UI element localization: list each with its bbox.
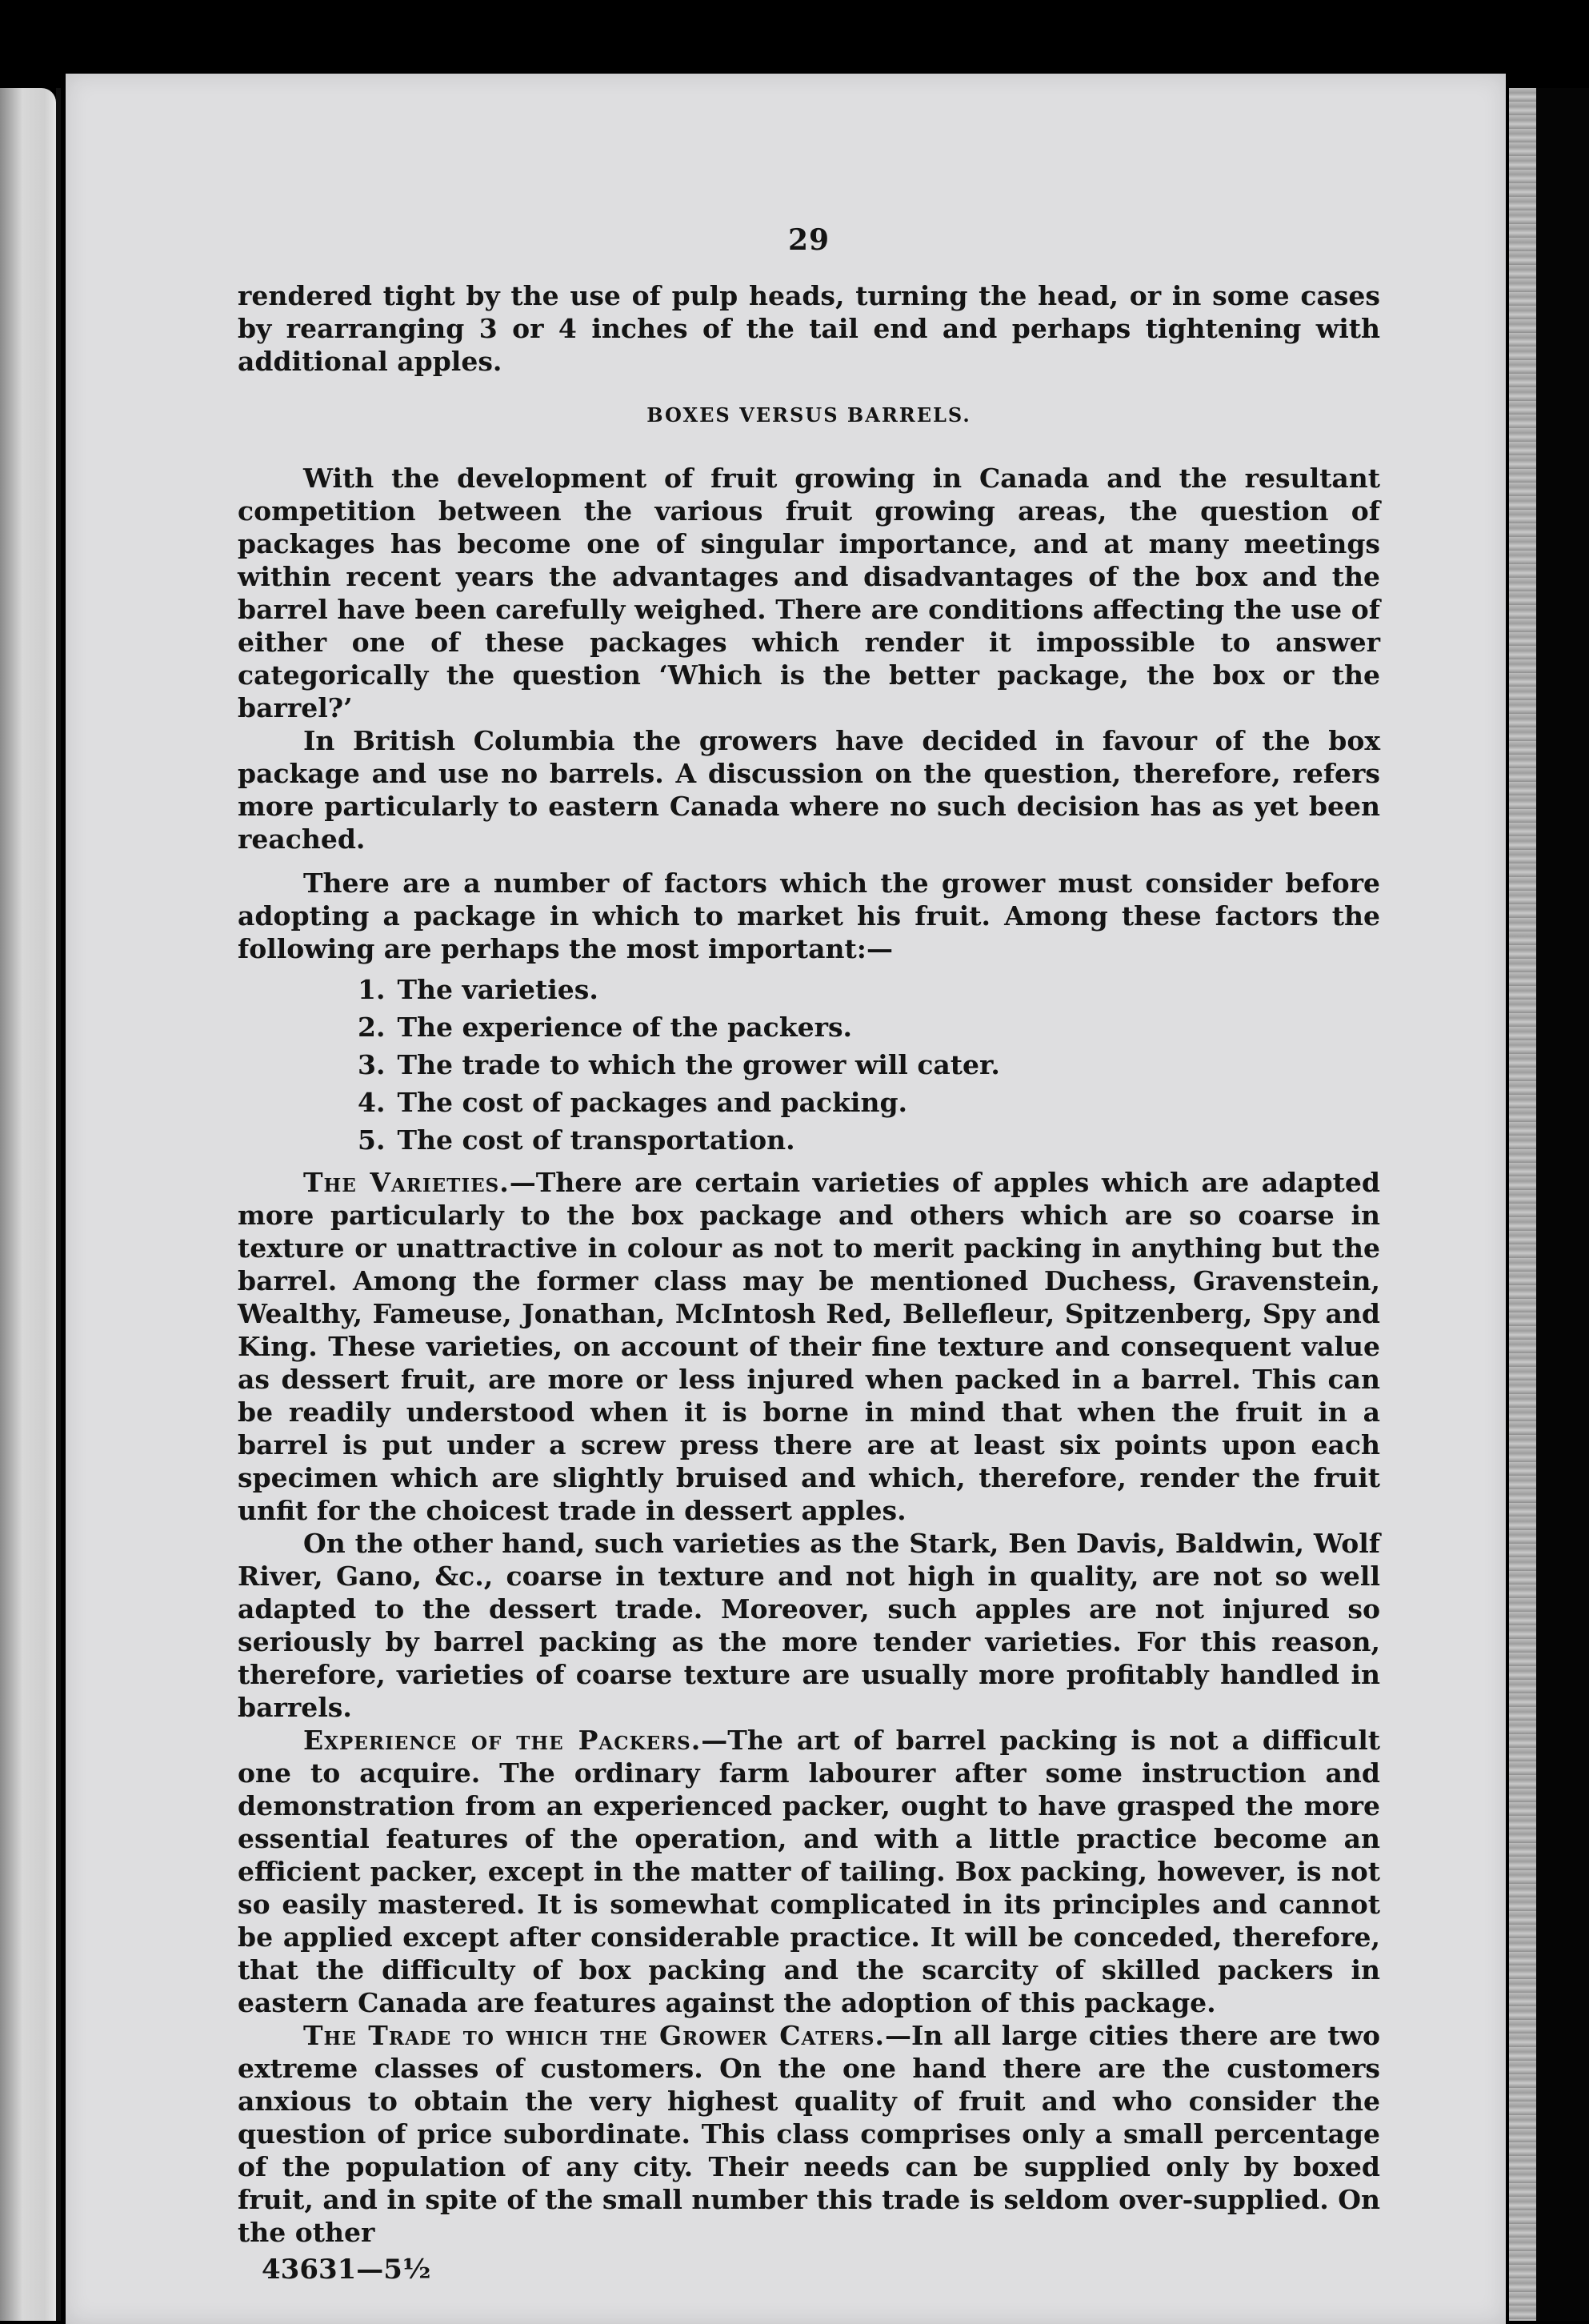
- page-fore-edge: [1509, 88, 1589, 2321]
- previous-page-edge: [0, 88, 56, 2321]
- factors-list: [238, 973, 1380, 1156]
- factor-text: The cost of packages and packing.: [397, 1087, 908, 1118]
- experience-lead: Experience of the Packers.: [303, 1725, 702, 1756]
- paragraph-british-columbia: In British Columbia the growers have decided in favour of the box package and use no barrels. A discussion on the question, therefore, refers more particularly to eastern Canada where no such decision has as yet been reached.: [238, 725, 1380, 855]
- varieties-body: —There are certain varieties of apples which are adapted more particularly to the box package and others which are so coarse in texture or unattractive in colour as not to merit packing in anything but the barrel. Among the former class may be mentioned Duchess, Gravenstein, Wealthy, Fameuse, Jonathan, McIntosh Red, Bellefleur, Spitzenberg, Spy and King. These varieties, on account of their fine texture and consequent value as dessert fruit, are more or less injured when packed in a barrel. This can be readily understood when it is borne in mind that when the fruit in a barrel is put under a screw press there are at least six points upon each specimen which are slightly bruised and which, therefore, render the fruit unfit for the choicest trade in dessert apples.: [238, 1167, 1380, 1526]
- factor-item: [358, 1048, 1380, 1081]
- paragraph-trade: [238, 2019, 1380, 2249]
- factor-text: The varieties.: [397, 974, 598, 1005]
- varieties-lead: The Varieties.: [303, 1167, 510, 1198]
- factor-number: 4.: [358, 1087, 386, 1118]
- factor-number: 3.: [358, 1049, 386, 1080]
- factor-item: [358, 1124, 1380, 1156]
- factor-number: 5.: [358, 1124, 386, 1156]
- experience-body: —The art of barrel packing is not a difficult one to acquire. The ordinary farm labourer after some instruction and demonstration from an experienced packer, ought to have grasped the more essential features of the operation, and with a little practice become an efficient packer, except in the matter of tailing. Box packing, however, is not so easily mastered. It is somewhat complicated in its principles and cannot be applied except after considerable practice. It will be conceded, therefore, that the difficulty of box packing and the scarcity of skilled packers in eastern Canada are features against the adoption of this package.: [238, 1725, 1380, 2018]
- trade-lead: The Trade to which the Grower Caters.: [303, 2020, 885, 2051]
- paragraph-factors-intro: There are a number of factors which the grower must consider before adopting a package in which to market his fruit. Among these factors the following are perhaps the most important:—: [238, 867, 1380, 964]
- intro-paragraph: rendered tight by the use of pulp heads, turning the head, or in some cases by rearranging 3 or 4 inches of the tail end and perhaps tightening with additional apples.: [238, 280, 1380, 377]
- factor-text: The cost of transportation.: [397, 1124, 795, 1156]
- factor-item: [358, 1086, 1380, 1119]
- document-page: [66, 74, 1506, 2324]
- factor-text: The trade to which the grower will cater.: [397, 1049, 1000, 1080]
- factor-item: [358, 1011, 1380, 1044]
- page-stack-strip: [1509, 88, 1536, 2321]
- printer-signature: 43631—5½: [262, 2254, 431, 2286]
- paragraph-other-hand: On the other hand, such varieties as the Stark, Ben Davis, Baldwin, Wolf River, Gano, &c., coarse in texture and not high in quality, are not so well adapted to the dessert trade. Moreover, such apples are not injured so seriously by barrel packing as the more tender varieties. For this reason, therefore, varieties of coarse texture are usually more profitably handled in barrels.: [238, 1528, 1380, 1723]
- factor-text: The experience of the packers.: [397, 1012, 853, 1043]
- page-number: 29: [787, 223, 831, 257]
- paragraph-experience: [238, 1724, 1380, 2019]
- paragraph-varieties: [238, 1166, 1380, 1527]
- paragraph-development: With the development of fruit growing in Canada and the resultant competition between the various fruit growing areas, the question of packages has become one of singular importance, and at many meetings within recent years the advantages and disadvantages of the box and the barrel have been carefully weighed. There are conditions affecting the use of either one of these packages which render it impossible to answer categorically the question ‘Which is the better package, the box or the barrel?’: [238, 463, 1380, 723]
- trade-body: —In all large cities there are two extreme classes of customers. On the one hand there are the customers anxious to obtain the very highest quality of fruit and who consider the question of price subordinate. This class comprises only a small percentage of the population of any city. Their needs can be supplied only by boxed fruit, and in spite of the small number this trade is seldom over-supplied. On the other: [238, 2020, 1380, 2248]
- factor-item: [358, 973, 1380, 1006]
- text-block: [238, 224, 1380, 2314]
- section-heading: BOXES VERSUS BARRELS.: [646, 403, 971, 427]
- factor-number: 1.: [358, 974, 386, 1005]
- factor-number: 2.: [358, 1012, 386, 1043]
